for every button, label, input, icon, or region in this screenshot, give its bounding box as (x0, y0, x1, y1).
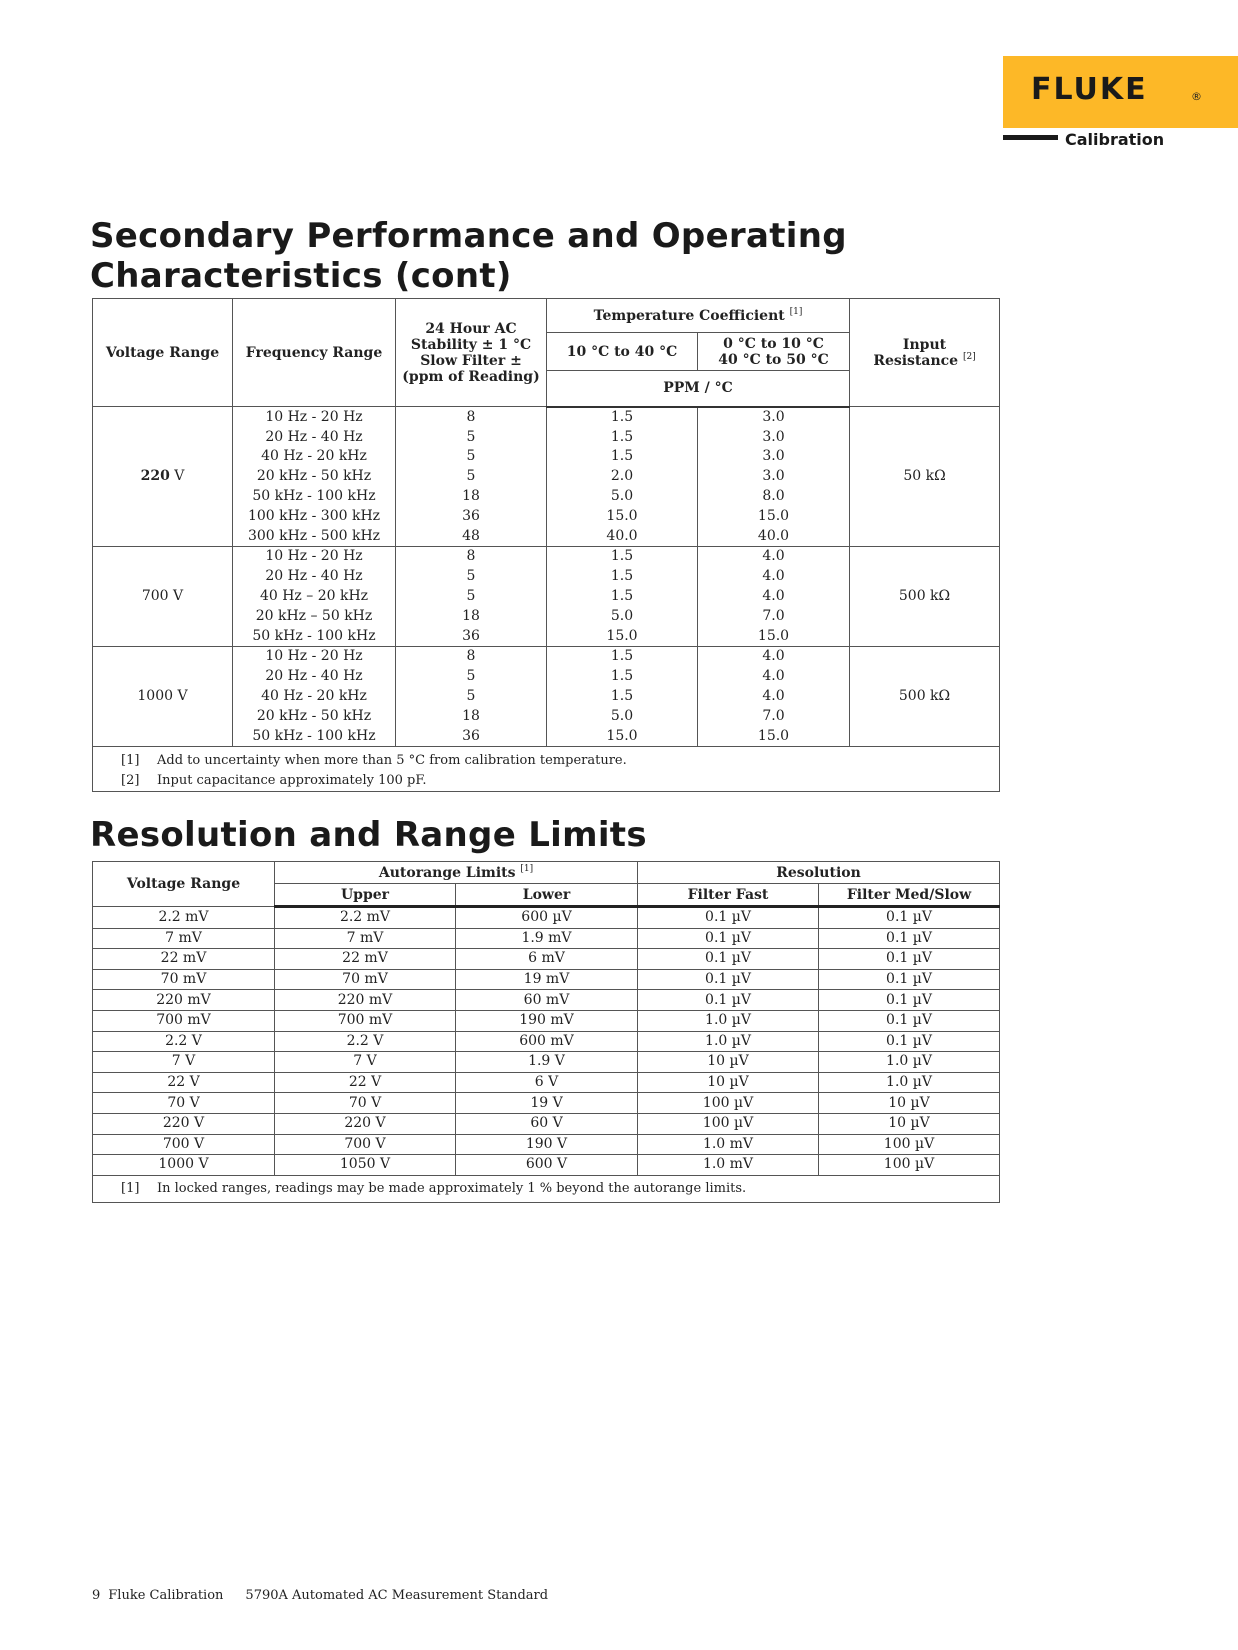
section-title-secondary (90, 216, 847, 296)
footnote-text: Add to uncertainty when more than 5 °C from calibration temperature. (157, 753, 627, 769)
table-row (93, 928, 1000, 949)
frequency-cell: 300 kHz - 500 kHz (233, 526, 396, 546)
upper-limit-cell: 7 V (275, 1052, 456, 1073)
tc-extended-cell: 4.0 (698, 667, 850, 687)
tc-10-40-cell: 1.5 (547, 547, 698, 567)
header-voltage-range: Voltage Range (93, 299, 233, 407)
frequency-cell: 40 Hz - 20 kHz (233, 687, 396, 707)
table-row (93, 547, 1000, 567)
footnote-number: [2] (121, 773, 140, 789)
tc-extended-cell: 8.0 (698, 487, 850, 507)
resolution-range-table (92, 861, 1000, 1203)
stability-cell: 5 (396, 567, 547, 587)
stability-cell: 18 (396, 487, 547, 507)
stability-cell: 18 (396, 706, 547, 726)
stability-cell: 48 (396, 526, 547, 546)
stability-cell: 8 (396, 407, 547, 428)
filter-fast-cell: 1.0 µV (638, 1010, 819, 1031)
frequency-cell: 50 kHz - 100 kHz (233, 726, 396, 746)
upper-limit-cell: 2.2 mV (275, 907, 456, 929)
table-row (93, 907, 1000, 929)
tc-extended-cell: 4.0 (698, 587, 850, 607)
voltage-range-cell (93, 547, 233, 647)
filter-fast-cell: 0.1 µV (638, 928, 819, 949)
filter-slow-cell: 0.1 µV (819, 907, 1000, 929)
tc-10-40-cell: 1.5 (547, 687, 698, 707)
filter-slow-cell: 0.1 µV (819, 928, 1000, 949)
header-temp-coeff (547, 299, 850, 333)
tc-10-40-cell: 5.0 (547, 706, 698, 726)
table-row (93, 1031, 1000, 1052)
tc-10-40-cell: 5.0 (547, 487, 698, 507)
voltage-range-cell: 70 V (93, 1093, 275, 1114)
upper-limit-cell: 70 V (275, 1093, 456, 1114)
header-stability: 24 Hour AC Stability ± 1 °C Slow Filter ± (ppm of Reading) (396, 299, 547, 407)
input-resistance-cell: 500 kΩ (850, 647, 1000, 747)
title-line1: Secondary Performance and Operating (90, 216, 847, 256)
voltage-range-cell (93, 407, 233, 547)
input-resistance-cell: 500 kΩ (850, 547, 1000, 647)
footnote-text: Input capacitance approximately 100 pF. (157, 773, 427, 789)
voltage-range-cell (93, 647, 233, 747)
lower-limit-cell: 1.9 mV (456, 928, 638, 949)
table-row (93, 990, 1000, 1011)
tc-extended-cell: 3.0 (698, 407, 850, 428)
voltage-range-cell: 2.2 V (93, 1031, 275, 1052)
lower-limit-cell: 1.9 V (456, 1052, 638, 1073)
filter-fast-cell: 0.1 µV (638, 969, 819, 990)
tc-10-40-cell: 2.0 (547, 467, 698, 487)
table-row (93, 1155, 1000, 1176)
tc-range-2: 40 °C to 50 °C (718, 351, 829, 368)
lower-limit-cell: 19 mV (456, 969, 638, 990)
fluke-logo (1003, 56, 1238, 128)
footnote (93, 1175, 1000, 1202)
upper-limit-cell: 70 mV (275, 969, 456, 990)
frequency-cell: 100 kHz - 300 kHz (233, 506, 396, 526)
tc-10-40-cell: 40.0 (547, 526, 698, 546)
tc-10-40-cell: 1.5 (547, 567, 698, 587)
autorange-label: Autorange Limits (378, 864, 516, 881)
footnote-ref: [1] (789, 306, 803, 317)
lower-limit-cell: 60 mV (456, 990, 638, 1011)
frequency-cell: 10 Hz - 20 Hz (233, 647, 396, 667)
voltage-value: 700 V (141, 588, 184, 605)
logo-brand: FLUKE (1031, 72, 1148, 107)
table-row (93, 1010, 1000, 1031)
lower-limit-cell: 6 mV (456, 949, 638, 970)
filter-fast-cell: 1.0 mV (638, 1134, 819, 1155)
tc-extended-cell: 3.0 (698, 447, 850, 467)
footnote-row (93, 771, 1000, 791)
voltage-range-cell: 220 V (93, 1113, 275, 1134)
tc-extended-cell: 15.0 (698, 726, 850, 746)
filter-slow-cell: 0.1 µV (819, 990, 1000, 1011)
stability-cell: 5 (396, 427, 547, 447)
filter-fast-cell: 0.1 µV (638, 990, 819, 1011)
lower-limit-cell: 60 V (456, 1113, 638, 1134)
registered-mark: ® (1191, 90, 1202, 103)
upper-limit-cell: 7 mV (275, 928, 456, 949)
stability-cell: 5 (396, 467, 547, 487)
tc-10-40-cell: 1.5 (547, 667, 698, 687)
filter-fast-cell: 0.1 µV (638, 949, 819, 970)
header-tc-10-40: 10 °C to 40 °C (547, 333, 698, 371)
tc-10-40-cell: 1.5 (547, 427, 698, 447)
temp-coeff-label: Temperature Coefficient (593, 307, 785, 324)
footnote-ref: [1] (520, 863, 534, 874)
tc-extended-cell: 7.0 (698, 606, 850, 626)
tc-10-40-cell: 1.5 (547, 407, 698, 428)
frequency-cell: 40 Hz – 20 kHz (233, 587, 396, 607)
tc-extended-cell: 4.0 (698, 547, 850, 567)
filter-fast-cell: 10 µV (638, 1072, 819, 1093)
table-row (93, 1072, 1000, 1093)
filter-slow-cell: 1.0 µV (819, 1052, 1000, 1073)
header-voltage-range: Voltage Range (93, 862, 275, 907)
upper-limit-cell: 700 mV (275, 1010, 456, 1031)
footnote (93, 771, 1000, 791)
frequency-cell: 50 kHz - 100 kHz (233, 626, 396, 646)
lower-limit-cell: 600 mV (456, 1031, 638, 1052)
filter-fast-cell: 100 µV (638, 1093, 819, 1114)
stability-cell: 36 (396, 626, 547, 646)
stability-cell: 36 (396, 726, 547, 746)
upper-limit-cell: 22 mV (275, 949, 456, 970)
frequency-cell: 20 Hz - 40 Hz (233, 567, 396, 587)
voltage-range-cell: 220 mV (93, 990, 275, 1011)
tc-10-40-cell: 15.0 (547, 626, 698, 646)
footnote-number: [1] (121, 1181, 140, 1197)
tc-extended-cell: 3.0 (698, 427, 850, 447)
filter-fast-cell: 10 µV (638, 1052, 819, 1073)
filter-slow-cell: 0.1 µV (819, 969, 1000, 990)
header-filter-fast: Filter Fast (638, 884, 819, 907)
table-row (93, 647, 1000, 667)
header-upper: Upper (275, 884, 456, 907)
frequency-cell: 40 Hz - 20 kHz (233, 447, 396, 467)
header-resolution: Resolution (638, 862, 1000, 884)
lower-limit-cell: 600 V (456, 1155, 638, 1176)
voltage-unit: V (169, 468, 185, 485)
header-filter-slow: Filter Med/Slow (819, 884, 1000, 907)
tc-10-40-cell: 1.5 (547, 587, 698, 607)
filter-slow-cell: 0.1 µV (819, 1031, 1000, 1052)
frequency-cell: 20 kHz - 50 kHz (233, 467, 396, 487)
filter-fast-cell: 100 µV (638, 1113, 819, 1134)
tc-10-40-cell: 5.0 (547, 606, 698, 626)
table-row (93, 1093, 1000, 1114)
voltage-range-cell: 700 mV (93, 1010, 275, 1031)
footnote-number: [1] (121, 753, 140, 769)
logo-division: Calibration (1065, 130, 1165, 149)
tc-10-40-cell: 15.0 (547, 506, 698, 526)
lower-limit-cell: 6 V (456, 1072, 638, 1093)
resistance-label: Resistance (873, 352, 959, 369)
logo-bar (1003, 135, 1058, 140)
tc-10-40-cell: 1.5 (547, 447, 698, 467)
filter-slow-cell: 10 µV (819, 1093, 1000, 1114)
lower-limit-cell: 600 µV (456, 907, 638, 929)
filter-slow-cell: 0.1 µV (819, 949, 1000, 970)
header-lower: Lower (456, 884, 638, 907)
tc-10-40-cell: 15.0 (547, 726, 698, 746)
frequency-cell: 10 Hz - 20 Hz (233, 407, 396, 428)
voltage-range-cell: 70 mV (93, 969, 275, 990)
lower-limit-cell: 19 V (456, 1093, 638, 1114)
stability-cell: 5 (396, 667, 547, 687)
voltage-range-cell: 7 V (93, 1052, 275, 1073)
tc-extended-cell: 4.0 (698, 567, 850, 587)
upper-limit-cell: 1050 V (275, 1155, 456, 1176)
tc-extended-cell: 4.0 (698, 647, 850, 667)
filter-slow-cell: 10 µV (819, 1113, 1000, 1134)
input-label: Input (902, 336, 947, 353)
secondary-performance-table (92, 298, 1000, 792)
filter-slow-cell: 0.1 µV (819, 1010, 1000, 1031)
footer-document: 5790A Automated AC Measurement Standard (245, 1588, 549, 1603)
filter-slow-cell: 100 µV (819, 1155, 1000, 1176)
upper-limit-cell: 2.2 V (275, 1031, 456, 1052)
filter-fast-cell: 1.0 µV (638, 1031, 819, 1052)
tc-extended-cell: 4.0 (698, 687, 850, 707)
frequency-cell: 50 kHz - 100 kHz (233, 487, 396, 507)
stability-cell: 5 (396, 687, 547, 707)
tc-range-1: 0 °C to 10 °C (723, 335, 824, 352)
voltage-range-cell: 2.2 mV (93, 907, 275, 929)
stability-cell: 5 (396, 587, 547, 607)
footnote-row (93, 1175, 1000, 1202)
stability-cell: 18 (396, 606, 547, 626)
voltage-range-cell: 700 V (93, 1134, 275, 1155)
voltage-range-cell: 7 mV (93, 928, 275, 949)
footnote-text: In locked ranges, readings may be made approximately 1 % beyond the autorange limits. (157, 1181, 747, 1197)
lower-limit-cell: 190 mV (456, 1010, 638, 1031)
filter-slow-cell: 100 µV (819, 1134, 1000, 1155)
voltage-value: 1000 V (137, 688, 188, 705)
page-footer (92, 1588, 570, 1603)
voltage-range-cell: 22 V (93, 1072, 275, 1093)
voltage-range-cell: 22 mV (93, 949, 275, 970)
tc-extended-cell: 40.0 (698, 526, 850, 546)
voltage-range-cell: 1000 V (93, 1155, 275, 1176)
frequency-cell: 10 Hz - 20 Hz (233, 547, 396, 567)
section-title-resolution: Resolution and Range Limits (90, 815, 647, 855)
header-ppm-unit: PPM / °C (547, 371, 850, 407)
upper-limit-cell: 700 V (275, 1134, 456, 1155)
title-line2: Characteristics (cont) (90, 256, 512, 296)
stability-cell: 5 (396, 447, 547, 467)
table-row (93, 969, 1000, 990)
page-number: 9 (92, 1588, 101, 1603)
upper-limit-cell: 220 mV (275, 990, 456, 1011)
lower-limit-cell: 190 V (456, 1134, 638, 1155)
tc-extended-cell: 3.0 (698, 467, 850, 487)
filter-slow-cell: 1.0 µV (819, 1072, 1000, 1093)
voltage-value: 220 (140, 468, 170, 485)
tc-10-40-cell: 1.5 (547, 647, 698, 667)
stability-cell: 8 (396, 647, 547, 667)
table-row (93, 1052, 1000, 1073)
filter-fast-cell: 0.1 µV (638, 907, 819, 929)
table-row (93, 407, 1000, 428)
tc-extended-cell: 15.0 (698, 626, 850, 646)
stability-cell: 36 (396, 506, 547, 526)
tc-extended-cell: 7.0 (698, 706, 850, 726)
footnote-row (93, 747, 1000, 771)
table-row (93, 1134, 1000, 1155)
upper-limit-cell: 220 V (275, 1113, 456, 1134)
frequency-cell: 20 Hz - 40 Hz (233, 667, 396, 687)
header-autorange-limits (275, 862, 638, 884)
table-row (93, 949, 1000, 970)
frequency-cell: 20 kHz – 50 kHz (233, 606, 396, 626)
stability-cell: 8 (396, 547, 547, 567)
footnote (93, 747, 1000, 771)
input-resistance-cell: 50 kΩ (850, 407, 1000, 547)
footer-company: Fluke Calibration (108, 1588, 224, 1603)
header-input-resistance (850, 299, 1000, 407)
header-frequency-range: Frequency Range (233, 299, 396, 407)
filter-fast-cell: 1.0 mV (638, 1155, 819, 1176)
upper-limit-cell: 22 V (275, 1072, 456, 1093)
frequency-cell: 20 Hz - 40 Hz (233, 427, 396, 447)
table-row (93, 1113, 1000, 1134)
footnote-ref: [2] (962, 351, 976, 362)
frequency-cell: 20 kHz - 50 kHz (233, 706, 396, 726)
tc-extended-cell: 15.0 (698, 506, 850, 526)
header-tc-extended (698, 333, 850, 371)
